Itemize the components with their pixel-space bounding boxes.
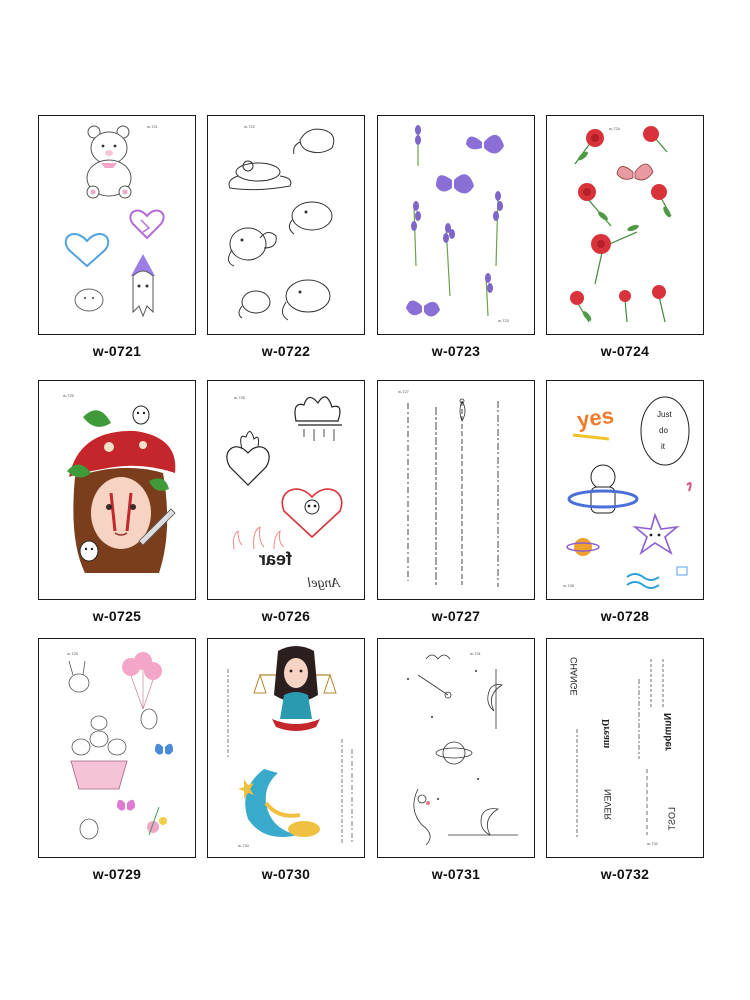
product-code-label: w-0731 (431, 866, 481, 882)
tattoo-sheet-0732 (546, 638, 704, 858)
script-lines-illustration (378, 381, 535, 600)
tattoo-word-yes: yes (575, 402, 616, 433)
product-code-label: w-0730 (261, 866, 311, 882)
sheet-tiny-code: w-728 (563, 583, 574, 588)
sheet-tiny-code: w-724 (609, 126, 620, 131)
product-code-label: w-0732 (600, 866, 650, 882)
sheet-tiny-code: w-726 (234, 395, 245, 400)
bubble-line-3: it (661, 442, 665, 451)
celestial-illustration (378, 639, 535, 858)
sheet-tiny-code: w-729 (67, 651, 78, 656)
sheet-tiny-code: w-723 (498, 318, 509, 323)
sheet-tiny-code: w-721 (147, 124, 158, 129)
elephant-illustration (208, 116, 365, 335)
tattoo-word-fear: fear (258, 549, 292, 569)
product-code-label: w-0723 (431, 343, 481, 359)
tattoo-sheet-0727 (377, 380, 535, 600)
product-code-label: w-0721 (92, 343, 142, 359)
tattoo-sheet-0721 (38, 115, 196, 335)
tattoo-sheet-0730 (207, 638, 365, 858)
tattoo-word-dream: Dream (601, 719, 612, 749)
tattoo-word-never: NEVER (603, 789, 613, 821)
rose-illustration (547, 116, 704, 335)
product-code-label: w-0726 (261, 608, 311, 624)
product-code-label: w-0724 (600, 343, 650, 359)
product-code-label: w-0722 (261, 343, 311, 359)
product-code-label: w-0728 (600, 608, 650, 624)
product-code-label: w-0729 (92, 866, 142, 882)
mushroom-girl-illustration (39, 381, 196, 600)
heart-flame-illustration (208, 381, 365, 600)
tattoo-sheet-0731 (377, 638, 535, 858)
astronaut-illustration (547, 381, 704, 600)
lavender-butterfly-illustration (378, 116, 535, 335)
tattoo-sheet-0724 (546, 115, 704, 335)
tattoo-word-number: Number (663, 713, 674, 751)
sheet-tiny-code: w-725 (63, 393, 74, 398)
tattoo-sheet-0728 (546, 380, 704, 600)
bubble-line-2: do (659, 426, 668, 435)
tattoo-sheet-0722 (207, 115, 365, 335)
sheet-tiny-code: w-730 (238, 843, 249, 848)
product-code-label: w-0725 (92, 608, 142, 624)
sheet-tiny-code: w-731 (470, 651, 481, 656)
tattoo-sheet-0729 (38, 638, 196, 858)
sheet-tiny-code: w-722 (244, 124, 255, 129)
mirrored-words-illustration (547, 639, 704, 858)
tattoo-sheet-0726 (207, 380, 365, 600)
teddy-bear-illustration (39, 116, 196, 335)
tattoo-word-angel: Angel (307, 576, 340, 591)
tattoo-sheet-0723 (377, 115, 535, 335)
tattoo-word-lost: LOST (667, 807, 677, 831)
bubble-line-1: Just (657, 410, 672, 419)
product-code-label: w-0727 (431, 608, 481, 624)
libra-girl-illustration (208, 639, 365, 858)
bunnies-illustration (39, 639, 196, 858)
sheet-tiny-code: w-732 (647, 841, 658, 846)
sheet-tiny-code: w-727 (398, 389, 409, 394)
tattoo-word-change: CHANGE (569, 657, 579, 696)
tattoo-sheet-0725 (38, 380, 196, 600)
